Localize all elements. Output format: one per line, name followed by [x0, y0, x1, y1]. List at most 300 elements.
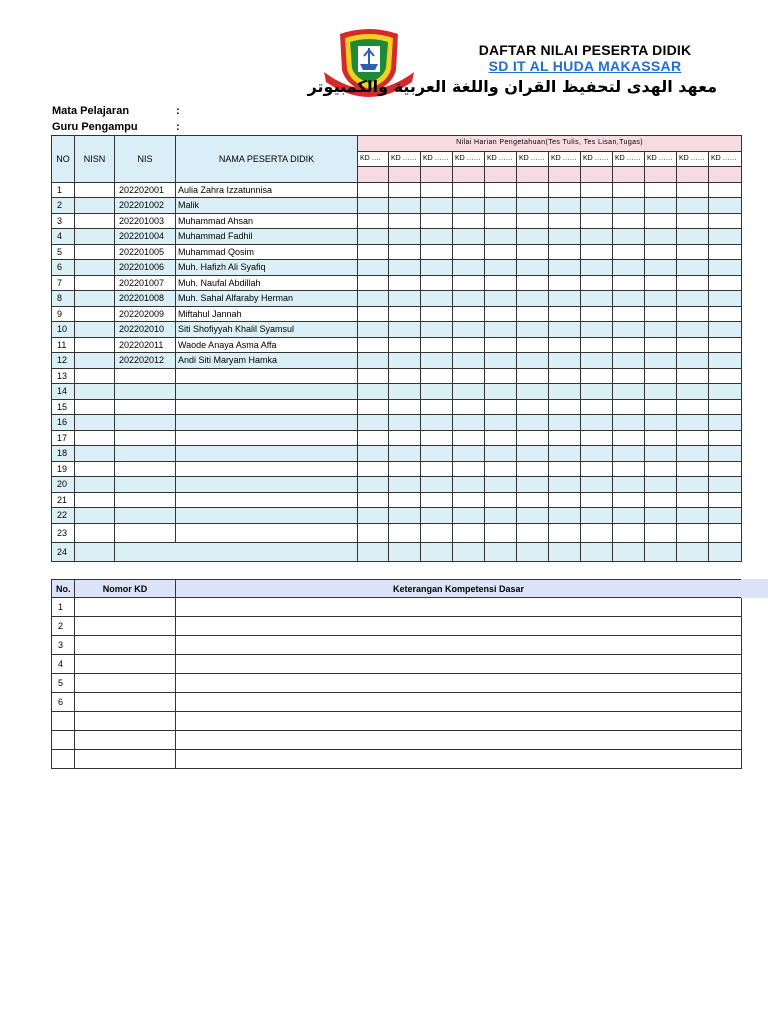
grade-cell[interactable] [709, 229, 742, 245]
grade-cell[interactable] [485, 492, 517, 508]
grade-cell[interactable] [613, 244, 645, 260]
grade-cell[interactable] [709, 275, 742, 291]
student-name-cell[interactable]: Muh. Hafizh Ali Syafiq [176, 260, 358, 276]
grade-cell[interactable] [358, 477, 389, 493]
grade-cell[interactable] [358, 291, 389, 307]
kd-description-cell[interactable] [176, 617, 742, 636]
grade-cell[interactable] [358, 542, 389, 561]
row-number-cell[interactable]: 5 [52, 244, 75, 260]
nis-name-merged-cell[interactable] [115, 542, 358, 561]
grade-cell[interactable] [549, 244, 581, 260]
grade-cell[interactable] [358, 260, 389, 276]
student-name-cell[interactable] [176, 461, 358, 477]
grade-cell[interactable] [645, 415, 677, 431]
kd-description-cell[interactable] [176, 731, 742, 750]
grade-cell[interactable] [421, 353, 453, 369]
grade-cell[interactable] [358, 337, 389, 353]
grade-cell[interactable] [613, 508, 645, 524]
grade-cell[interactable] [421, 477, 453, 493]
grade-cell[interactable] [581, 291, 613, 307]
grade-cell[interactable] [613, 399, 645, 415]
grade-cell[interactable] [485, 213, 517, 229]
grade-cell[interactable] [645, 508, 677, 524]
grade-cell[interactable] [517, 322, 549, 338]
grade-cell[interactable] [581, 477, 613, 493]
grade-cell[interactable] [677, 446, 709, 462]
grade-cell[interactable] [421, 198, 453, 214]
grade-cell[interactable] [421, 260, 453, 276]
grade-cell[interactable] [613, 542, 645, 561]
nisn-cell[interactable] [75, 213, 115, 229]
nisn-cell[interactable] [75, 415, 115, 431]
grade-cell[interactable] [677, 415, 709, 431]
grade-cell[interactable] [549, 446, 581, 462]
grade-cell[interactable] [453, 337, 485, 353]
grade-cell[interactable] [485, 306, 517, 322]
nis-cell[interactable]: 202201007 [115, 275, 176, 291]
row-number-cell[interactable]: 15 [52, 399, 75, 415]
grade-cell[interactable] [358, 198, 389, 214]
grade-cell[interactable] [453, 244, 485, 260]
grade-cell[interactable] [453, 368, 485, 384]
row-number-cell[interactable]: 9 [52, 306, 75, 322]
grade-cell[interactable] [709, 461, 742, 477]
grade-cell[interactable] [645, 477, 677, 493]
grade-cell[interactable] [389, 430, 421, 446]
grade-cell[interactable] [581, 229, 613, 245]
grade-cell[interactable] [485, 260, 517, 276]
grade-cell[interactable] [581, 213, 613, 229]
grade-cell[interactable] [485, 477, 517, 493]
grade-cell[interactable] [421, 182, 453, 198]
nis-cell[interactable]: 202202012 [115, 353, 176, 369]
grade-cell[interactable] [453, 508, 485, 524]
grade-cell[interactable] [389, 275, 421, 291]
grade-cell[interactable] [709, 492, 742, 508]
grade-cell[interactable] [485, 542, 517, 561]
grade-cell[interactable] [517, 337, 549, 353]
nis-cell[interactable]: 202201004 [115, 229, 176, 245]
nis-cell[interactable]: 202201006 [115, 260, 176, 276]
grade-cell[interactable] [645, 461, 677, 477]
grade-cell[interactable] [421, 446, 453, 462]
nisn-cell[interactable] [75, 368, 115, 384]
grade-cell[interactable] [549, 229, 581, 245]
grade-cell[interactable] [485, 446, 517, 462]
grade-cell[interactable] [389, 508, 421, 524]
nis-cell[interactable]: 202201002 [115, 198, 176, 214]
grade-cell[interactable] [549, 182, 581, 198]
grade-cell[interactable] [389, 523, 421, 542]
grade-cell[interactable] [677, 477, 709, 493]
grade-cell[interactable] [645, 244, 677, 260]
grade-cell[interactable] [421, 523, 453, 542]
grade-cell[interactable] [613, 275, 645, 291]
nis-cell[interactable] [115, 492, 176, 508]
grade-cell[interactable] [517, 492, 549, 508]
grade-cell[interactable] [677, 430, 709, 446]
kd-description-cell[interactable] [176, 655, 742, 674]
grade-cell[interactable] [677, 306, 709, 322]
grade-cell[interactable] [613, 260, 645, 276]
grade-cell[interactable] [453, 430, 485, 446]
nisn-cell[interactable] [75, 399, 115, 415]
nis-cell[interactable] [115, 477, 176, 493]
grade-cell[interactable] [453, 322, 485, 338]
grade-cell[interactable] [421, 244, 453, 260]
grade-cell[interactable] [358, 322, 389, 338]
grade-cell[interactable] [485, 229, 517, 245]
grade-cell[interactable] [517, 523, 549, 542]
grade-cell[interactable] [453, 213, 485, 229]
kd-description-cell[interactable] [176, 598, 742, 617]
student-name-cell[interactable]: Muh. Naufal Abdillah [176, 275, 358, 291]
grade-cell[interactable] [677, 492, 709, 508]
grade-cell[interactable] [549, 384, 581, 400]
grade-cell[interactable] [421, 430, 453, 446]
row-number-cell[interactable]: 19 [52, 461, 75, 477]
grade-cell[interactable] [549, 306, 581, 322]
row-number-cell[interactable]: 10 [52, 322, 75, 338]
student-name-cell[interactable]: Malik [176, 198, 358, 214]
grade-cell[interactable] [581, 399, 613, 415]
grade-cell[interactable] [389, 446, 421, 462]
grade-cell[interactable] [358, 446, 389, 462]
student-name-cell[interactable]: Muhammad Ahsan [176, 213, 358, 229]
student-name-cell[interactable] [176, 446, 358, 462]
grade-cell[interactable] [581, 523, 613, 542]
grade-cell[interactable] [389, 198, 421, 214]
student-name-cell[interactable] [176, 492, 358, 508]
kd-number-cell[interactable] [75, 750, 176, 769]
grade-cell[interactable] [549, 542, 581, 561]
grade-cell[interactable] [485, 182, 517, 198]
grade-cell[interactable] [421, 492, 453, 508]
grade-cell[interactable] [581, 384, 613, 400]
grade-cell[interactable] [645, 446, 677, 462]
grade-cell[interactable] [549, 291, 581, 307]
row-number-cell[interactable]: 12 [52, 353, 75, 369]
grade-cell[interactable] [421, 322, 453, 338]
grade-cell[interactable] [358, 229, 389, 245]
nisn-cell[interactable] [75, 492, 115, 508]
grade-cell[interactable] [709, 198, 742, 214]
student-name-cell[interactable] [176, 523, 358, 542]
grade-cell[interactable] [389, 291, 421, 307]
grade-cell[interactable] [709, 446, 742, 462]
row-number-cell[interactable]: 24 [52, 542, 75, 561]
row-number-cell[interactable]: 3 [52, 213, 75, 229]
row-number-cell[interactable]: 18 [52, 446, 75, 462]
grade-cell[interactable] [677, 260, 709, 276]
grade-cell[interactable] [389, 244, 421, 260]
grade-cell[interactable] [613, 353, 645, 369]
grade-cell[interactable] [677, 213, 709, 229]
nisn-cell[interactable] [75, 291, 115, 307]
grade-cell[interactable] [453, 353, 485, 369]
row-number-cell[interactable]: 20 [52, 477, 75, 493]
grade-cell[interactable] [485, 415, 517, 431]
nisn-cell[interactable] [75, 508, 115, 524]
student-name-cell[interactable]: Siti Shofiyyah Khalil Syamsul [176, 322, 358, 338]
grade-cell[interactable] [645, 384, 677, 400]
kd-description-cell[interactable] [176, 693, 742, 712]
grade-cell[interactable] [517, 198, 549, 214]
grade-cell[interactable] [421, 337, 453, 353]
grade-cell[interactable] [613, 337, 645, 353]
grade-cell[interactable] [645, 229, 677, 245]
grade-cell[interactable] [453, 523, 485, 542]
nis-cell[interactable]: 202202001 [115, 182, 176, 198]
grade-cell[interactable] [421, 275, 453, 291]
grade-cell[interactable] [581, 430, 613, 446]
grade-cell[interactable] [517, 446, 549, 462]
grade-cell[interactable] [549, 477, 581, 493]
grade-cell[interactable] [645, 399, 677, 415]
nis-cell[interactable]: 202201008 [115, 291, 176, 307]
grade-cell[interactable] [485, 337, 517, 353]
grade-cell[interactable] [421, 368, 453, 384]
nisn-cell[interactable] [75, 275, 115, 291]
grade-cell[interactable] [645, 275, 677, 291]
grade-cell[interactable] [453, 306, 485, 322]
grade-cell[interactable] [517, 306, 549, 322]
grade-cell[interactable] [709, 384, 742, 400]
nisn-cell[interactable] [75, 384, 115, 400]
grade-cell[interactable] [709, 508, 742, 524]
nis-cell[interactable] [115, 508, 176, 524]
student-name-cell[interactable] [176, 399, 358, 415]
nisn-cell[interactable] [75, 523, 115, 542]
grade-cell[interactable] [709, 306, 742, 322]
student-name-cell[interactable] [176, 368, 358, 384]
grade-cell[interactable] [645, 306, 677, 322]
nisn-cell[interactable] [75, 542, 115, 561]
grade-cell[interactable] [453, 399, 485, 415]
grade-cell[interactable] [709, 368, 742, 384]
row-number-cell[interactable]: 23 [52, 523, 75, 542]
grade-cell[interactable] [677, 523, 709, 542]
grade-cell[interactable] [358, 508, 389, 524]
grade-cell[interactable] [517, 368, 549, 384]
grade-cell[interactable] [453, 542, 485, 561]
grade-cell[interactable] [613, 368, 645, 384]
kd-number-cell[interactable] [75, 598, 176, 617]
nis-cell[interactable]: 202202009 [115, 306, 176, 322]
grade-cell[interactable] [517, 182, 549, 198]
row-number-cell[interactable]: 6 [52, 260, 75, 276]
grade-cell[interactable] [581, 508, 613, 524]
grade-cell[interactable] [581, 542, 613, 561]
grade-cell[interactable] [517, 213, 549, 229]
student-name-cell[interactable] [176, 477, 358, 493]
grade-cell[interactable] [453, 182, 485, 198]
grade-cell[interactable] [645, 523, 677, 542]
grade-cell[interactable] [677, 244, 709, 260]
grade-cell[interactable] [645, 198, 677, 214]
row-number-cell[interactable]: 16 [52, 415, 75, 431]
grade-cell[interactable] [709, 415, 742, 431]
grade-cell[interactable] [389, 399, 421, 415]
grade-cell[interactable] [485, 322, 517, 338]
grade-cell[interactable] [421, 291, 453, 307]
grade-cell[interactable] [613, 213, 645, 229]
grade-cell[interactable] [581, 446, 613, 462]
grade-cell[interactable] [389, 213, 421, 229]
grade-cell[interactable] [709, 399, 742, 415]
grade-cell[interactable] [517, 461, 549, 477]
grade-cell[interactable] [709, 477, 742, 493]
student-name-cell[interactable]: Muhammad Qosim [176, 244, 358, 260]
grade-cell[interactable] [453, 229, 485, 245]
grade-cell[interactable] [677, 461, 709, 477]
student-name-cell[interactable]: Aulia Zahra Izzatunnisa [176, 182, 358, 198]
grade-cell[interactable] [581, 492, 613, 508]
grade-cell[interactable] [613, 291, 645, 307]
nis-cell[interactable]: 202202010 [115, 322, 176, 338]
grade-cell[interactable] [645, 492, 677, 508]
grade-cell[interactable] [677, 198, 709, 214]
grade-cell[interactable] [358, 492, 389, 508]
grade-cell[interactable] [485, 368, 517, 384]
nisn-cell[interactable] [75, 198, 115, 214]
student-name-cell[interactable] [176, 430, 358, 446]
grade-cell[interactable] [677, 229, 709, 245]
grade-cell[interactable] [581, 368, 613, 384]
grade-cell[interactable] [677, 508, 709, 524]
grade-cell[interactable] [517, 260, 549, 276]
grade-cell[interactable] [645, 213, 677, 229]
grade-cell[interactable] [549, 492, 581, 508]
grade-cell[interactable] [517, 508, 549, 524]
grade-cell[interactable] [517, 229, 549, 245]
grade-cell[interactable] [613, 384, 645, 400]
grade-cell[interactable] [549, 368, 581, 384]
grade-cell[interactable] [709, 291, 742, 307]
grade-cell[interactable] [421, 229, 453, 245]
grade-cell[interactable] [645, 260, 677, 276]
nis-cell[interactable] [115, 415, 176, 431]
nisn-cell[interactable] [75, 353, 115, 369]
nisn-cell[interactable] [75, 306, 115, 322]
grade-cell[interactable] [613, 229, 645, 245]
row-number-cell[interactable]: 2 [52, 198, 75, 214]
grade-cell[interactable] [389, 368, 421, 384]
grade-cell[interactable] [677, 291, 709, 307]
grade-cell[interactable] [613, 415, 645, 431]
nis-cell[interactable] [115, 461, 176, 477]
grade-cell[interactable] [485, 353, 517, 369]
nisn-cell[interactable] [75, 446, 115, 462]
grade-cell[interactable] [421, 384, 453, 400]
grade-cell[interactable] [421, 415, 453, 431]
grade-cell[interactable] [421, 461, 453, 477]
grade-cell[interactable] [613, 430, 645, 446]
grade-cell[interactable] [645, 353, 677, 369]
grade-cell[interactable] [517, 244, 549, 260]
student-name-cell[interactable] [176, 508, 358, 524]
grade-cell[interactable] [709, 213, 742, 229]
grade-cell[interactable] [389, 229, 421, 245]
grade-cell[interactable] [709, 182, 742, 198]
grade-cell[interactable] [581, 353, 613, 369]
student-name-cell[interactable]: Waode Anaya Asma Affa [176, 337, 358, 353]
grade-cell[interactable] [389, 415, 421, 431]
student-name-cell[interactable]: Muhammad Fadhil [176, 229, 358, 245]
grade-cell[interactable] [421, 542, 453, 561]
nis-cell[interactable] [115, 523, 176, 542]
grade-cell[interactable] [549, 353, 581, 369]
row-number-cell[interactable]: 17 [52, 430, 75, 446]
grade-cell[interactable] [581, 415, 613, 431]
nisn-cell[interactable] [75, 322, 115, 338]
grade-cell[interactable] [453, 461, 485, 477]
grade-cell[interactable] [358, 399, 389, 415]
grade-cell[interactable] [453, 291, 485, 307]
grade-cell[interactable] [358, 244, 389, 260]
grade-cell[interactable] [485, 430, 517, 446]
grade-cell[interactable] [549, 508, 581, 524]
grade-cell[interactable] [485, 508, 517, 524]
nis-cell[interactable] [115, 399, 176, 415]
grade-cell[interactable] [645, 368, 677, 384]
grade-cell[interactable] [517, 384, 549, 400]
grade-cell[interactable] [358, 213, 389, 229]
grade-cell[interactable] [549, 260, 581, 276]
grade-cell[interactable] [645, 337, 677, 353]
grade-cell[interactable] [358, 430, 389, 446]
kd-description-cell[interactable] [176, 636, 742, 655]
grade-cell[interactable] [709, 430, 742, 446]
grade-cell[interactable] [677, 368, 709, 384]
grade-cell[interactable] [581, 337, 613, 353]
grade-cell[interactable] [389, 260, 421, 276]
grade-cell[interactable] [517, 477, 549, 493]
nisn-cell[interactable] [75, 477, 115, 493]
grade-cell[interactable] [389, 384, 421, 400]
student-name-cell[interactable]: Miftahul Jannah [176, 306, 358, 322]
grade-cell[interactable] [709, 260, 742, 276]
grade-cell[interactable] [581, 275, 613, 291]
nis-cell[interactable]: 202201003 [115, 213, 176, 229]
grade-cell[interactable] [709, 523, 742, 542]
nisn-cell[interactable] [75, 461, 115, 477]
grade-cell[interactable] [485, 523, 517, 542]
grade-cell[interactable] [358, 415, 389, 431]
student-name-cell[interactable] [176, 415, 358, 431]
nisn-cell[interactable] [75, 430, 115, 446]
grade-cell[interactable] [549, 198, 581, 214]
kd-description-cell[interactable] [176, 750, 742, 769]
grade-cell[interactable] [677, 353, 709, 369]
grade-cell[interactable] [517, 430, 549, 446]
row-number-cell[interactable]: 14 [52, 384, 75, 400]
grade-cell[interactable] [549, 399, 581, 415]
grade-cell[interactable] [517, 415, 549, 431]
grade-cell[interactable] [709, 244, 742, 260]
row-number-cell[interactable]: 8 [52, 291, 75, 307]
grade-cell[interactable] [389, 322, 421, 338]
grade-cell[interactable] [581, 461, 613, 477]
kd-number-cell[interactable] [75, 617, 176, 636]
grade-cell[interactable] [421, 399, 453, 415]
grade-cell[interactable] [581, 244, 613, 260]
grade-cell[interactable] [645, 430, 677, 446]
grade-cell[interactable] [613, 198, 645, 214]
grade-cell[interactable] [613, 461, 645, 477]
grade-cell[interactable] [517, 275, 549, 291]
grade-cell[interactable] [709, 337, 742, 353]
